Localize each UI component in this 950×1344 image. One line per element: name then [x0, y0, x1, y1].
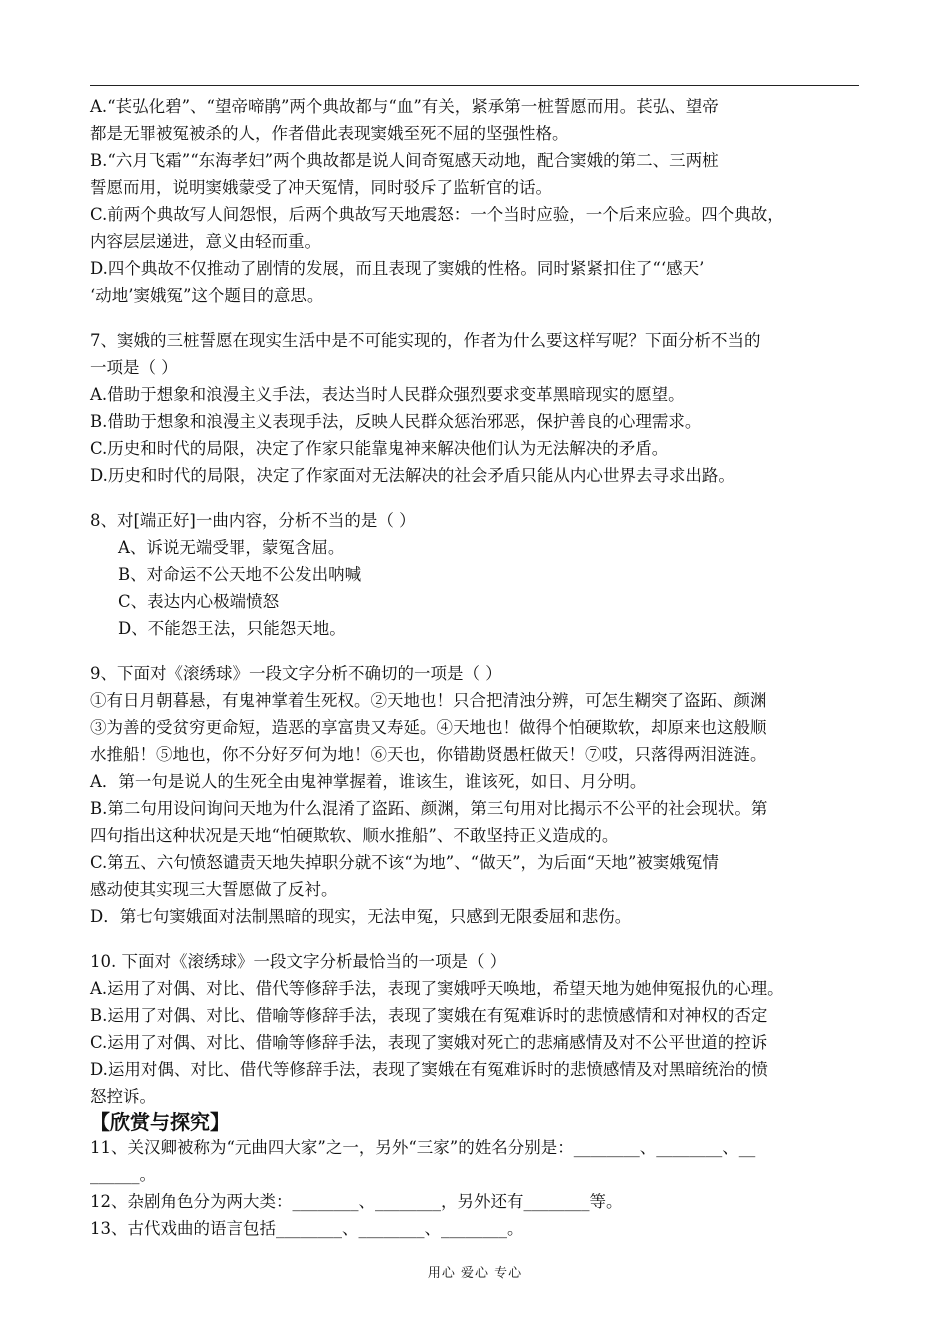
q11-stem-cont: ______。	[90, 1165, 156, 1184]
q8-option-a: A、诉说无端受罪，蒙冤含屈。	[118, 538, 345, 557]
question-6-options	[90, 93, 862, 309]
q7-stem-cont: 一项是（ ）	[90, 358, 178, 377]
q6-option-b-cont: 誓愿而用，说明窦娥蒙受了冲天冤情，同时驳斥了监斩官的话。	[90, 178, 552, 197]
q6-option-c-cont: 内容层层递进，意义由轻而重。	[90, 232, 321, 251]
q10-option-d: D.运用对偶、对比、借代等修辞手法，表现了窦娥在有冤难诉时的悲愤感情及对黑暗统治的愤	[90, 1060, 768, 1079]
q6-option-b: B.“六月飞霜”“东海孝妇”两个典故都是说人间奇冤感天动地，配合窦娥的第二、三两桩	[90, 151, 719, 170]
q8-option-d: D、不能怨王法，只能怨天地。	[118, 619, 346, 638]
q6-option-a-cont: 都是无罪被冤被杀的人，作者借此表现窦娥至死不屈的坚强性格。	[90, 124, 569, 143]
q11-stem: 11、关汉卿被称为“元曲四大家”之一，另外“三家”的姓名分别是：________、________、__	[90, 1138, 756, 1157]
q8-stem: 8、对[端正好]一曲内容，分析不当的是（ ）	[90, 511, 416, 530]
question-9	[90, 660, 862, 930]
q10-option-a: A.运用了对偶、对比、借代等修辞手法，表现了窦娥呼天唤地，希望天地为她伸冤报仇的心理。	[90, 979, 784, 998]
q8-option-b: B、对命运不公天地不公发出呐喊	[118, 565, 362, 584]
q10-option-c: C.运用了对偶、对比、借喻等修辞手法，表现了窦娥对死亡的悲痛感情及对不公平世道的控诉	[90, 1033, 768, 1052]
q10-option-d-cont: 怒控诉。	[90, 1087, 156, 1106]
q9-option-d: D．第七句窦娥面对法制黑暗的现实，无法申冤，只感到无限委屈和悲伤。	[90, 907, 632, 926]
q9-passage-line: ③为善的受贫穷更命短，造恶的享富贵又寿延。④天地也！做得个怕硬欺软，却原来也这般顺	[90, 718, 767, 737]
q10-option-b: B.运用了对偶、对比、借喻等修辞手法，表现了窦娥在有冤难诉时的悲愤感情和对神权的否定	[90, 1006, 768, 1025]
header-rule	[90, 85, 859, 86]
q7-option-b: B.借助于想象和浪漫主义表现手法，反映人民群众惩治邪恶，保护善良的心理需求。	[90, 412, 702, 431]
section-title: 【欣赏与探究】	[90, 1110, 230, 1134]
question-10	[90, 948, 862, 1110]
q9-option-a: A．第一句是说人的生死全由鬼神掌握着，谁该生，谁该死，如日、月分明。	[90, 772, 647, 791]
question-13: 13、古代戏曲的语言包括________、________、________。	[90, 1219, 524, 1238]
q7-option-d: D.历史和时代的局限，决定了作家面对无法解决的社会矛盾只能从内心世界去寻求出路。	[90, 466, 735, 485]
question-8	[90, 507, 862, 642]
q9-passage-line: ①有日月朝暮悬，有鬼神掌着生死权。②天地也！只合把清浊分辨，可怎生糊突了盗跖、颜渊	[90, 691, 767, 710]
document-body	[90, 93, 862, 1242]
q6-option-d: D.四个典故不仅推动了剧情的发展，而且表现了窦娥的性格。同时紧紧扣住了“‘感天’	[90, 259, 705, 278]
q7-option-a: A.借助于想象和浪漫主义手法，表达当时人民群众强烈要求变革黑暗现实的愿望。	[90, 385, 685, 404]
q7-option-c: C.历史和时代的局限，决定了作家只能靠鬼神来解决他们认为无法解决的矛盾。	[90, 439, 669, 458]
q8-option-c: C、表达内心极端愤怒	[118, 592, 280, 611]
q10-stem: 10. 下面对《滚绣球》一段文字分析最恰当的一项是（ ）	[90, 952, 507, 971]
question-11	[90, 1134, 862, 1188]
q9-option-b-cont: 四句指出这种状况是天地“怕硬欺软、顺水推船”、不敢坚持正义造成的。	[90, 826, 619, 845]
page-footer: 用心 爱心 专心	[427, 1266, 523, 1281]
q9-stem: 9、下面对《滚绣球》一段文字分析不确切的一项是（ ）	[90, 664, 502, 683]
q6-option-a: A.“苌弘化碧”、“望帝啼鹃”两个典故都与“血”有关，紧承第一桩誓愿而用。苌弘、望帝	[90, 97, 719, 116]
question-12: 12、杂剧角色分为两大类：________、________，另外还有________等。	[90, 1192, 623, 1211]
q6-option-c: C.前两个典故写人间怨恨，后两个典故写天地震怒：一个当时应验，一个后来应验。四个典故，	[90, 205, 784, 224]
q9-option-b: B.第二句用设问询问天地为什么混淆了盗跖、颜渊，第三句用对比揭示不公平的社会现状。第	[90, 799, 768, 818]
q6-option-d-cont: ‘动地’窦娥冤”这个题目的意思。	[90, 286, 324, 305]
q7-stem: 7、窦娥的三桩誓愿在现实生活中是不可能实现的，作者为什么要这样写呢？下面分析不当的	[90, 331, 761, 350]
q9-option-c-cont: 感动使其实现三大誓愿做了反衬。	[90, 880, 338, 899]
q9-passage-line: 水推船！⑤地也，你不分好歹何为地！⑥天也，你错勘贤愚枉做天！⑦哎，只落得两泪涟涟。	[90, 745, 767, 764]
question-7	[90, 327, 862, 489]
q9-option-c: C.第五、六句愤怒谴责天地失掉职分就不该“为地”、“做天”，为后面“天地”被窦娥冤情	[90, 853, 719, 872]
